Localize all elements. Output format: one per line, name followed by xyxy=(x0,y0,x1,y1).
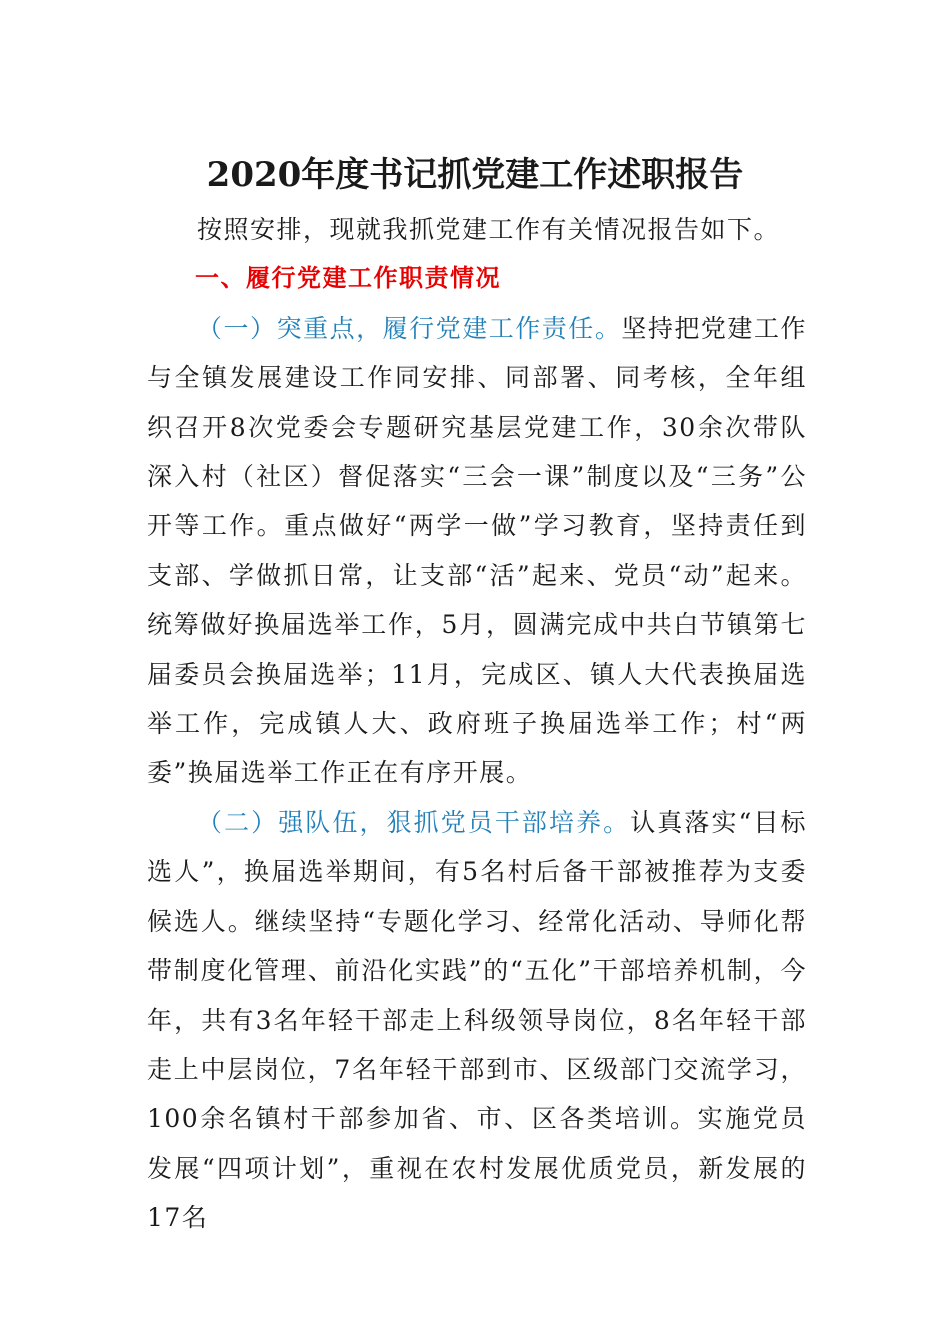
subheading-2: （二）强队伍，狠抓党员干部培养。 xyxy=(197,807,631,837)
paragraph-2-text: 认真落实“目标选人”，换届选举期间，有5名村后备干部被推荐为支委候选人。继续坚持“专题化学习、经常化活动、导师化帮带制度化管理、前沿化实践”的“五化”干部培养机制，今年，共有3名年轻干部走上科级领导岗位，8名年轻干部走上中层岗位，7名年轻干部到市、区级部门交流学习，100余名镇村干部参加省、市、区各类培训。实施党员发展“四项计划”，重视在农村发展优质党员，新发展的17名 xyxy=(147,807,807,1233)
subheading-1: （一）突重点，履行党建工作责任。 xyxy=(197,313,622,343)
document-title: 2020年度书记抓党建工作述职报告 xyxy=(206,155,744,195)
paragraph-2 xyxy=(147,798,807,1243)
paragraph-1-text: 坚持把党建工作与全镇发展建设工作同安排、同部署、同考核，全年组织召开8次党委会专题研究基层党建工作，30余次带队深入村（社区）督促落实“三会一课”制度以及“三务”公开等工作。重点做好“两学一做”学习教育，坚持责任到支部、学做抓日常，让支部“活”起来、党员“动”起来。统筹做好换届选举工作，5月，圆满完成中共白节镇第七届委员会换届选举；11月，完成区、镇人大代表换届选举工作，完成镇人大、政府班子换届选举工作；村“两委”换届选举工作正在有序开展。 xyxy=(147,313,808,788)
section-heading: 一、履行党建工作职责情况 xyxy=(195,264,501,293)
intro-paragraph: 按照安排，现就我抓党建工作有关情况报告如下。 xyxy=(197,215,781,244)
paragraph-1 xyxy=(147,304,807,798)
document-body xyxy=(147,205,807,1243)
